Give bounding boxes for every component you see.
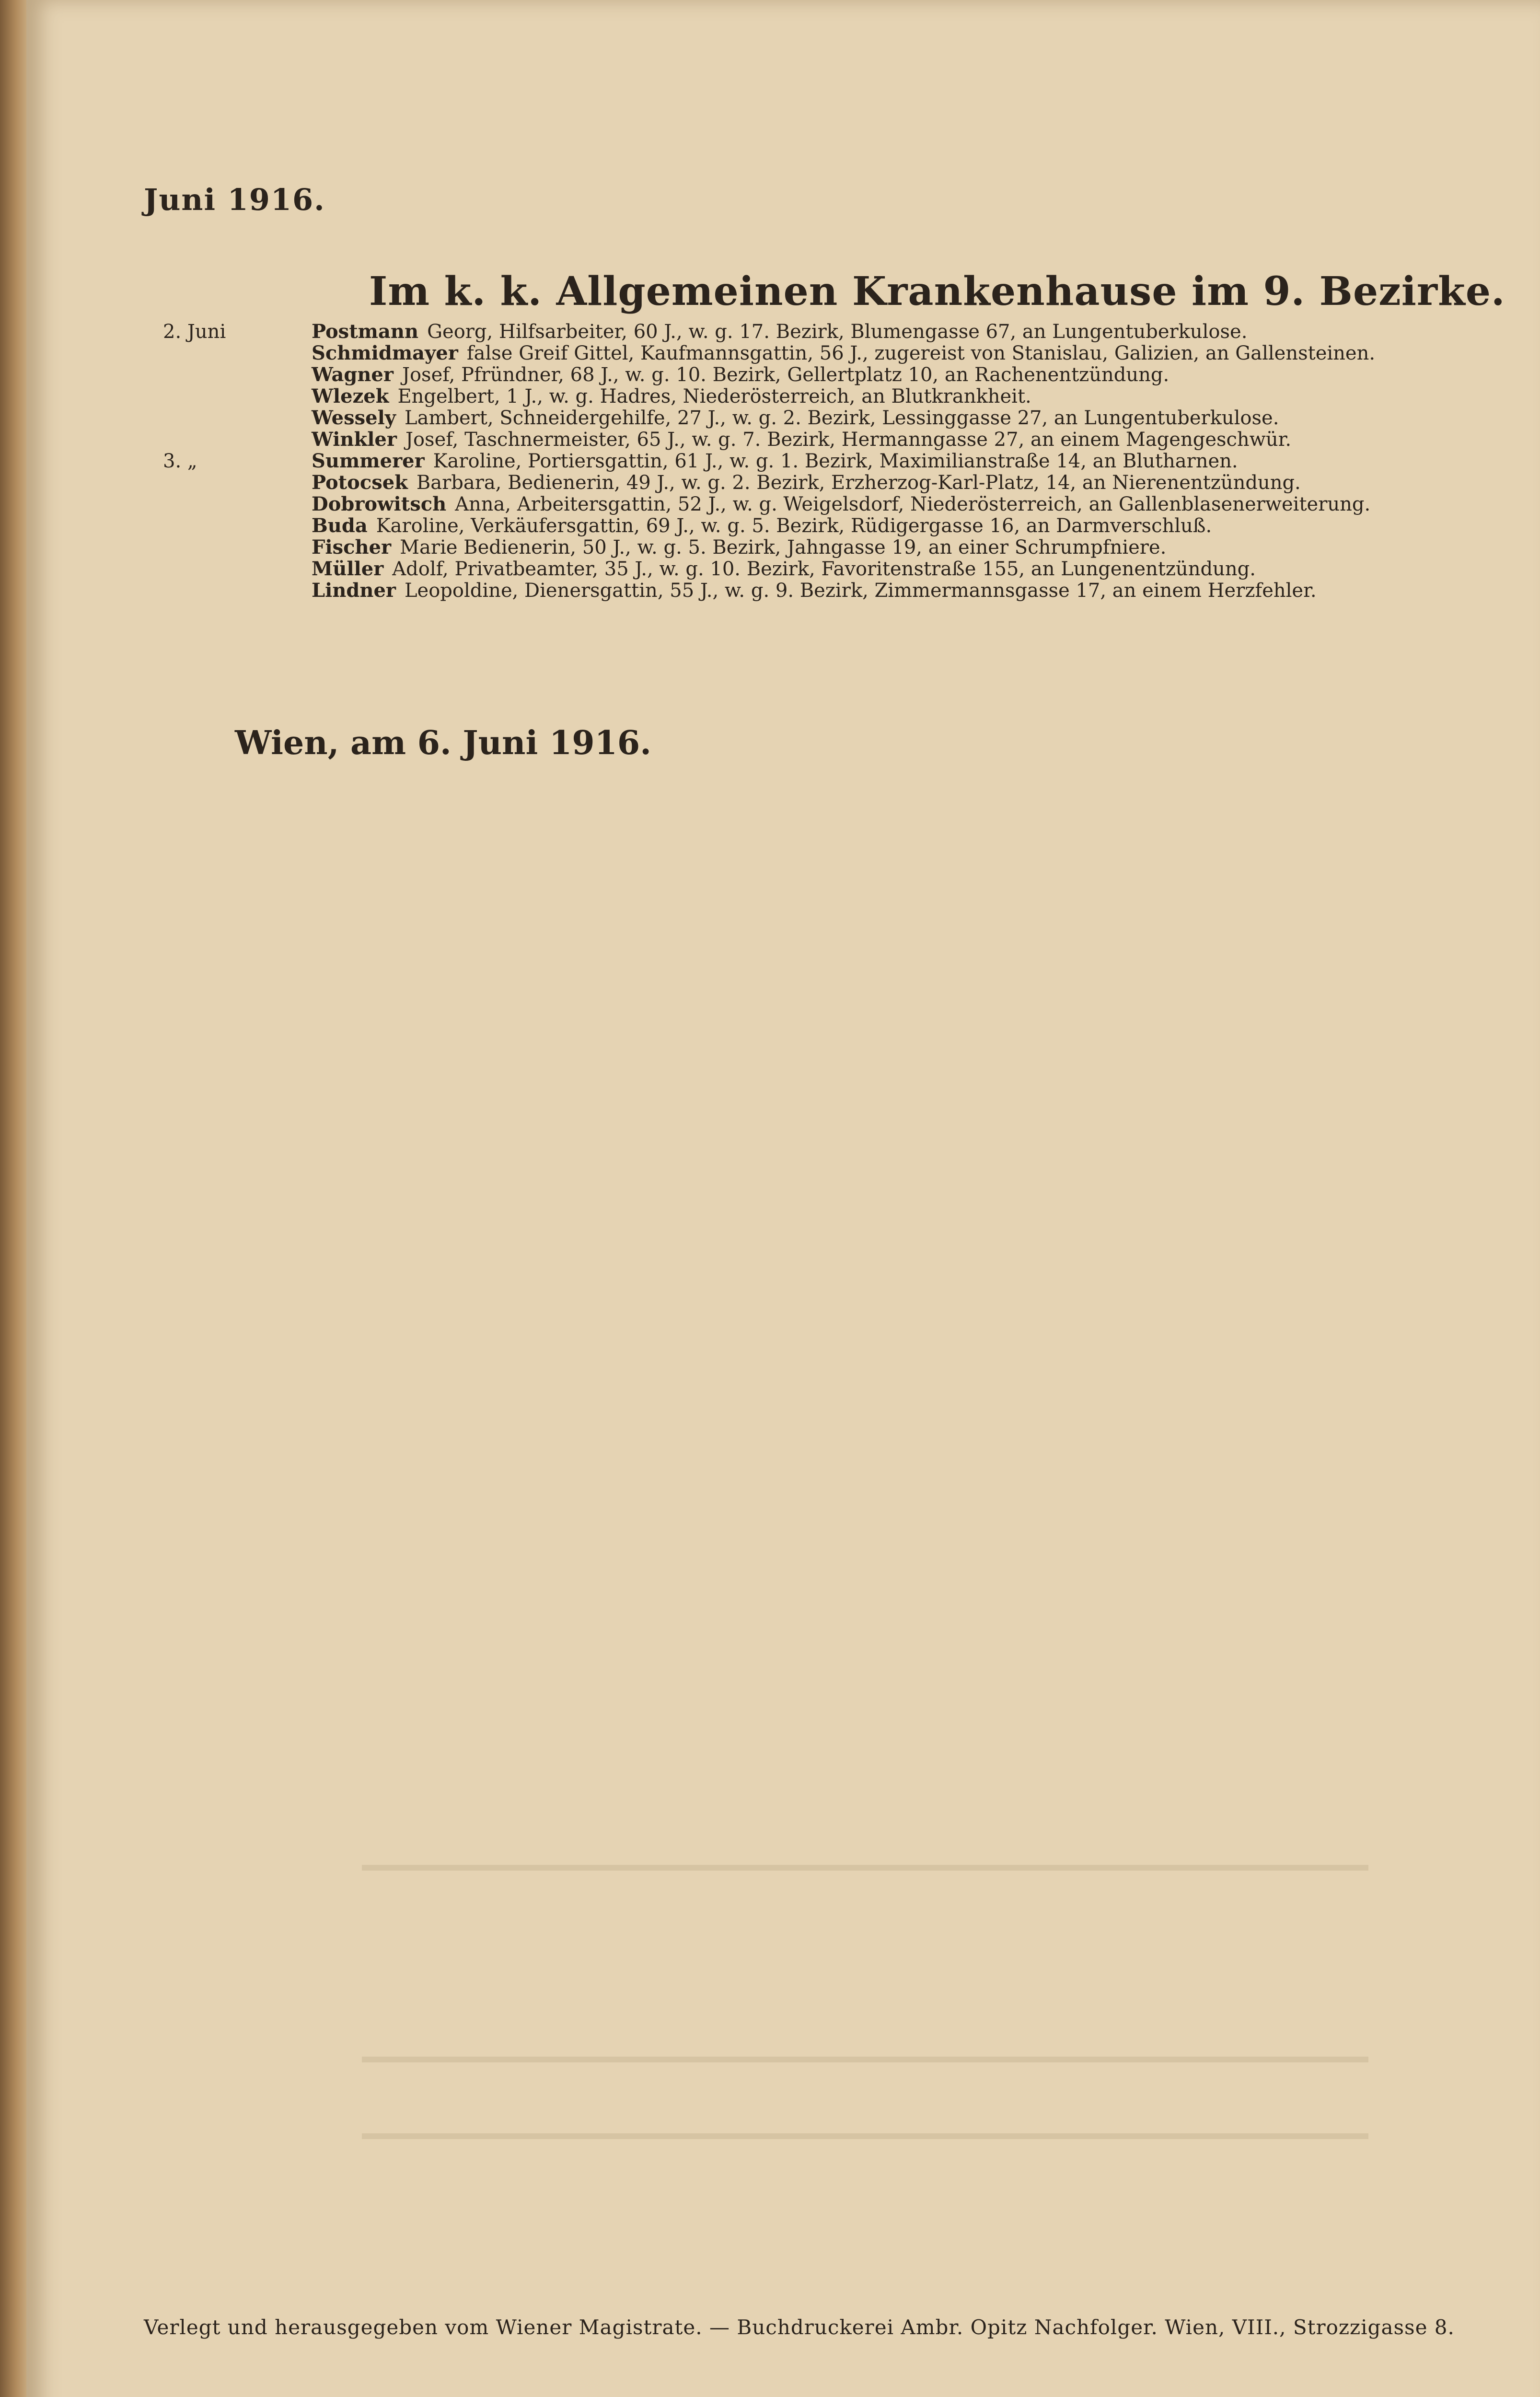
list-item <box>163 580 1495 602</box>
list-item <box>163 559 1495 580</box>
entry-details: Karoline, Verkäufersgattin, 69 J., w. g. 5. Bezirk, Rüdigergasse 16, an Darmverschluß. <box>376 515 1212 537</box>
entry-name: Fischer <box>312 536 392 559</box>
entry-details: Barbara, Bedienerin, 49 J., w. g. 2. Bezirk, Erzherzog-Karl-Platz, 14, an Nierenentzündung. <box>416 472 1301 494</box>
show-through-text <box>362 1865 1368 1871</box>
entry-details: Karoline, Portiersgattin, 61 J., w. g. 1. Bezirk, Maximilianstraße 14, an Blutharnen. <box>433 450 1238 472</box>
show-through-text <box>362 2057 1368 2062</box>
list-item <box>163 494 1495 515</box>
entry-name: Wlezek <box>312 385 389 407</box>
list-item <box>163 451 1495 472</box>
entry-name: Summerer <box>312 450 425 472</box>
list-item <box>163 537 1495 559</box>
entry-name: Potocsek <box>312 471 408 494</box>
death-register-list <box>163 321 1495 602</box>
entry-name: Winkler <box>312 428 397 451</box>
entry-name: Schmidmayer <box>312 342 458 364</box>
entry-details: Leopoldine, Dienersgattin, 55 J., w. g. 9. Bezirk, Zimmermannsgasse 17, an einem Herzfehler. <box>404 580 1317 602</box>
entry-name: Postmann <box>312 320 419 343</box>
page-header-date: Juni 1916. <box>144 182 325 217</box>
list-item <box>163 515 1495 537</box>
entry-details: Anna, Arbeitersgattin, 52 J., w. g. Weigelsdorf, Niederösterreich, an Gallenblasenerweiterung. <box>455 493 1371 515</box>
entry-details: Engelbert, 1 J., w. g. Hadres, Niederösterreich, an Blutkrankheit. <box>397 385 1031 407</box>
list-item <box>163 321 1495 343</box>
entry-details: Georg, Hilfsarbeiter, 60 J., w. g. 17. Bezirk, Blumengasse 67, an Lungentuberkulose. <box>427 321 1248 343</box>
entry-details: Josef, Pfründner, 68 J., w. g. 10. Bezirk, Gellertplatz 10, an Rachenentzündung. <box>402 364 1169 386</box>
list-item <box>163 407 1495 429</box>
entry-details: Lambert, Schneidergehilfe, 27 J., w. g. 2. Bezirk, Lessinggasse 27, an Lungentuberkulose. <box>405 407 1279 429</box>
entry-name: Wessely <box>312 407 396 429</box>
entry-details: Marie Bedienerin, 50 J., w. g. 5. Bezirk, Jahngasse 19, an einer Schrumpfniere. <box>400 536 1167 559</box>
list-item <box>163 343 1495 364</box>
entry-details: Josef, Taschnermeister, 65 J., w. g. 7. Bezirk, Hermanngasse 27, an einem Magengeschwür. <box>405 429 1292 451</box>
entry-name: Lindner <box>312 579 396 602</box>
list-item <box>163 429 1495 451</box>
entry-name: Dobrowitsch <box>312 493 447 515</box>
list-item <box>163 472 1495 494</box>
entry-details: Adolf, Privatbeamter, 35 J., w. g. 10. Bezirk, Favoritenstraße 155, an Lungenentzündung. <box>392 558 1256 580</box>
entry-date: 3. „ <box>163 450 197 472</box>
section-title: Im k. k. Allgemeinen Krankenhause im 9. Bezirke. <box>369 268 1505 314</box>
closing-place-date: Wien, am 6. Juni 1916. <box>235 724 651 762</box>
list-item <box>163 364 1495 386</box>
entry-name: Müller <box>312 558 384 580</box>
entry-name: Wagner <box>312 363 394 386</box>
book-binding-edge <box>0 0 26 2397</box>
list-item <box>163 386 1495 407</box>
entry-name: Buda <box>312 514 368 537</box>
show-through-text <box>362 2133 1368 2139</box>
entry-date: 2. Juni <box>163 321 226 343</box>
publisher-footer: Verlegt und herausgegeben vom Wiener Magistrate. — Buchdruckerei Ambr. Opitz Nachfolger. Wien, VIII., Strozzigasse 8. <box>144 2316 1455 2339</box>
entry-details: false Greif Gittel, Kaufmannsgattin, 56 J., zugereist von Stanislau, Galizien, an Gallensteinen. <box>466 342 1376 364</box>
